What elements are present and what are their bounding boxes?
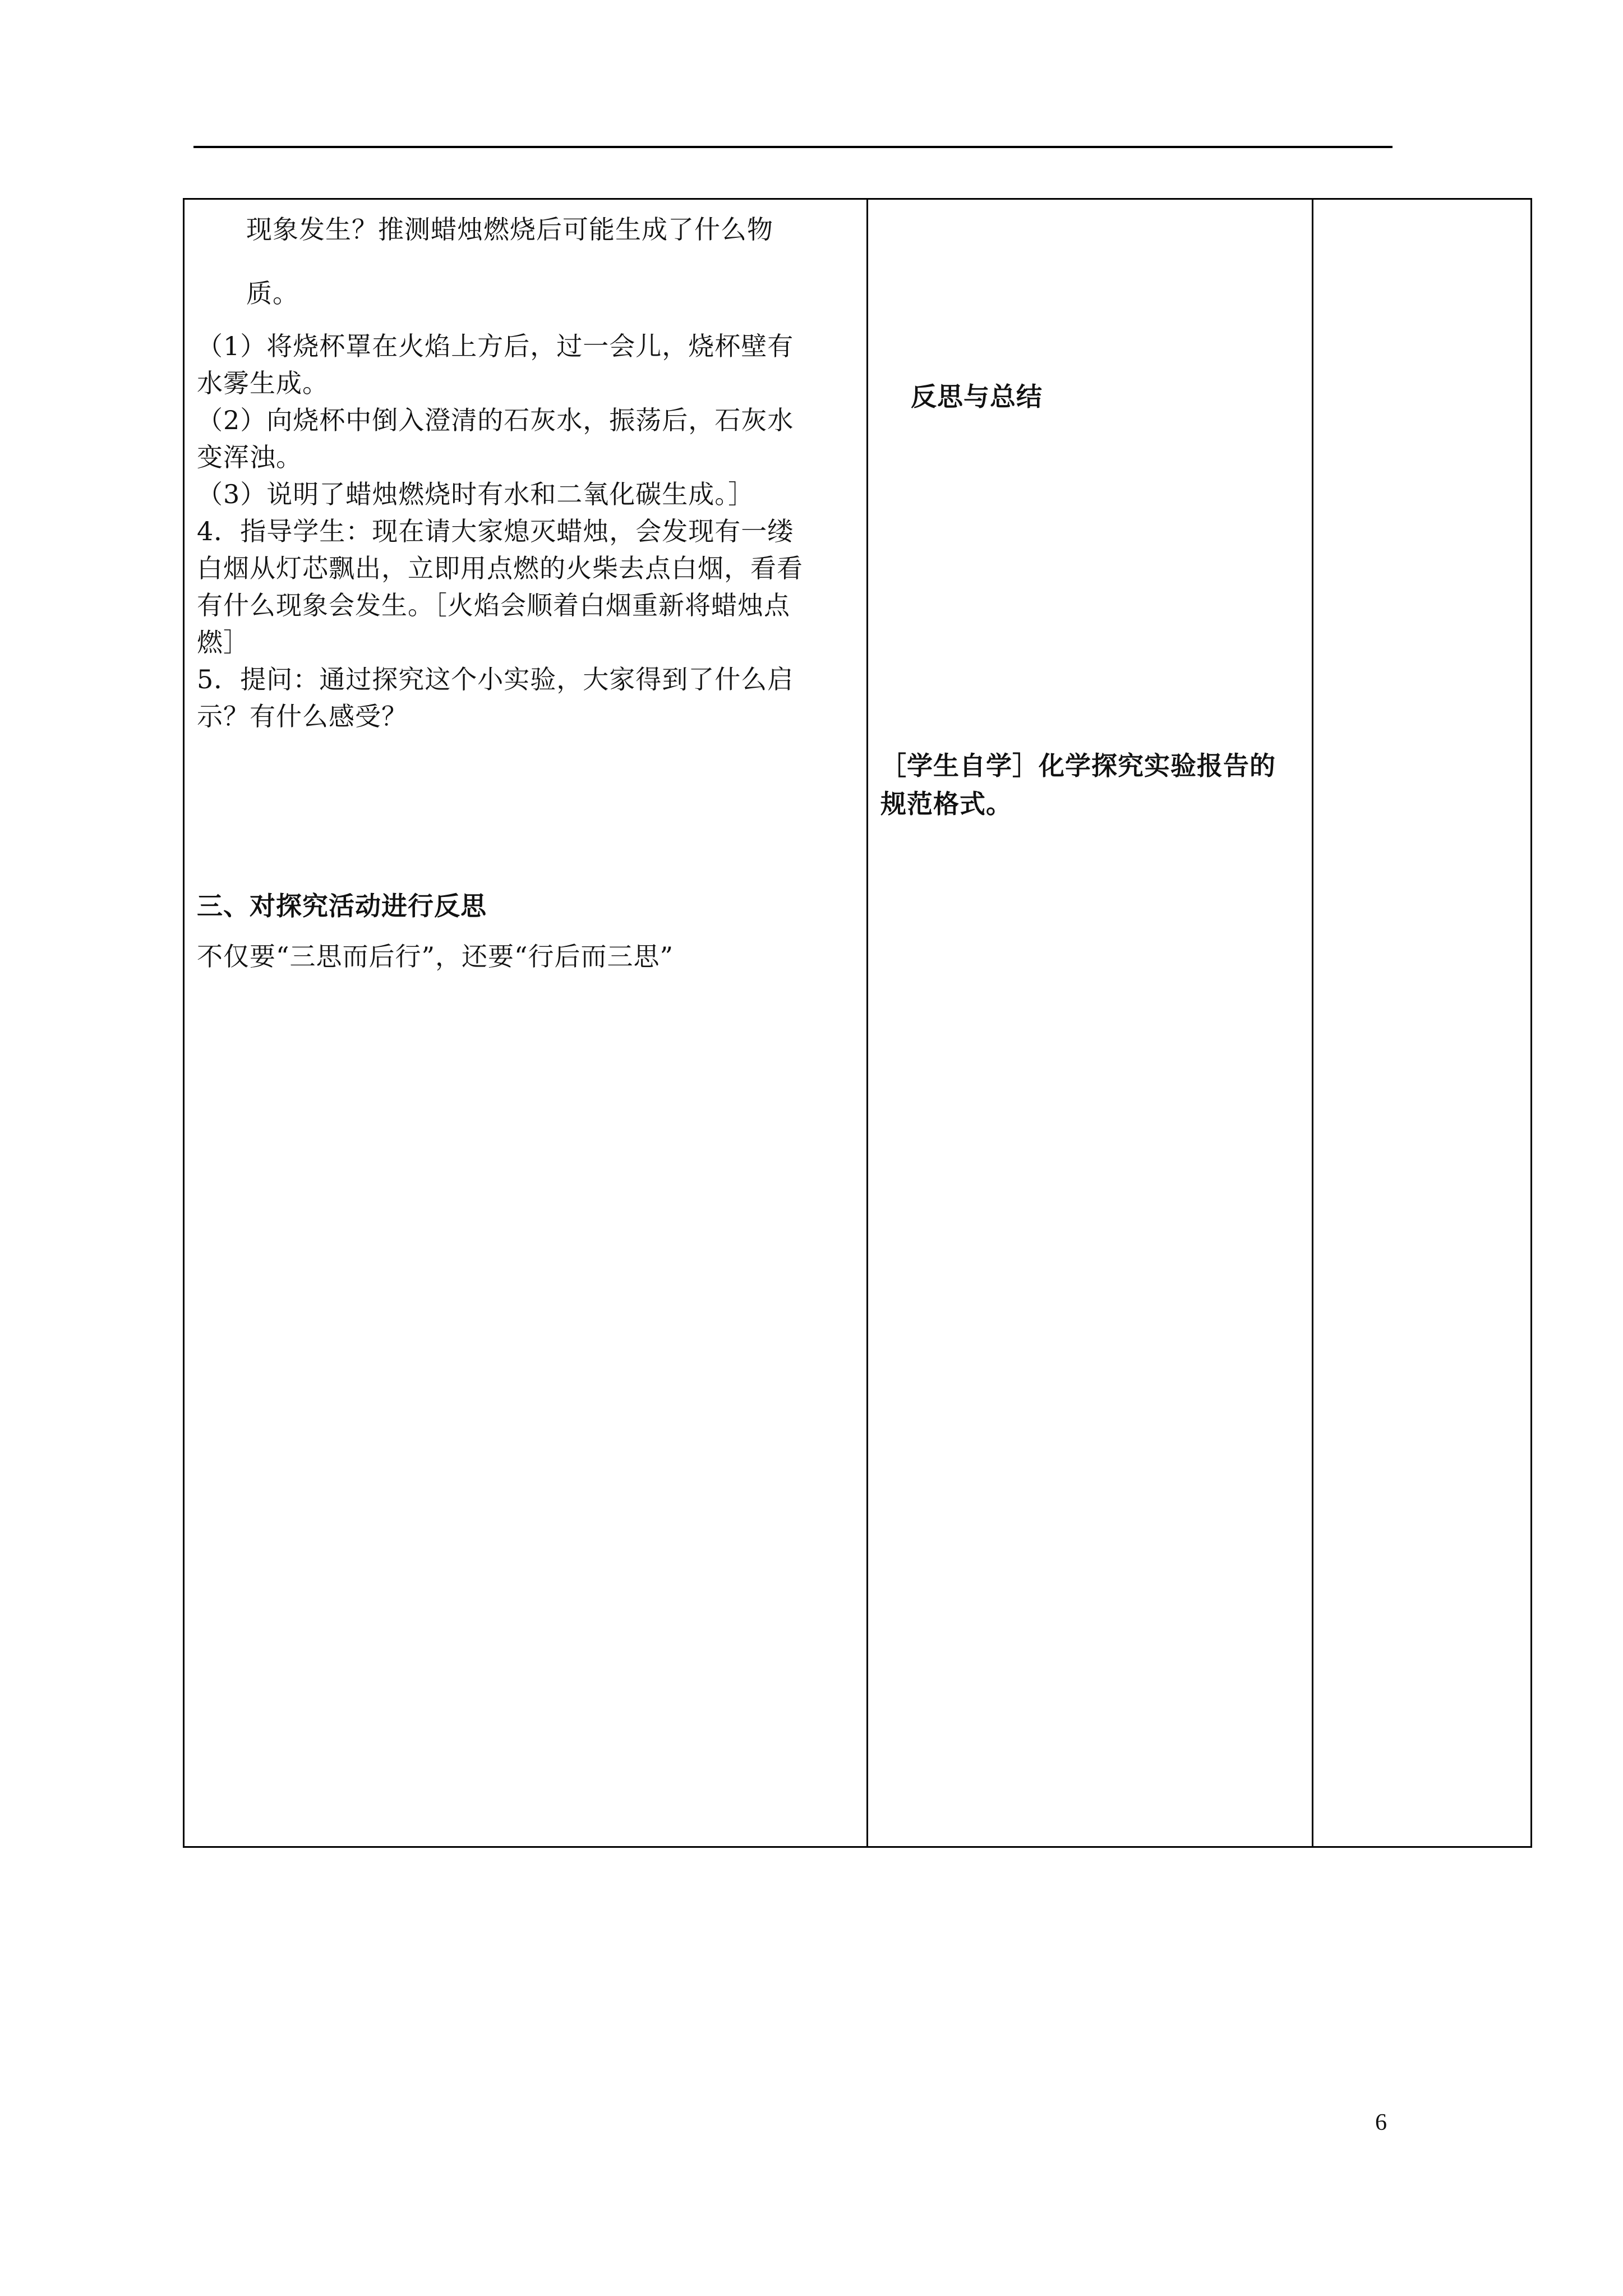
section-text: 不仅要“三思而后行”，还要“行后而三思” bbox=[197, 941, 674, 972]
text-line: 示？有什么感受？ bbox=[197, 701, 408, 731]
text-line: 质。 bbox=[246, 278, 299, 309]
text-line: 现象发生？推测蜡烛燃烧后可能生成了什么物 bbox=[246, 214, 773, 245]
header-rule bbox=[193, 146, 1393, 148]
design-intent-column bbox=[866, 200, 1313, 1846]
text-line: （2）向烧杯中倒入澄清的石灰水，振荡后，石灰水 bbox=[197, 405, 794, 435]
notes-column bbox=[1312, 200, 1530, 1846]
text-line: 4．指导学生：现在请大家熄灭蜡烛，会发现有一缕 bbox=[197, 516, 794, 546]
self-study-note: 规范格式。 bbox=[880, 789, 1012, 819]
text-line: （1）将烧杯罩在火焰上方后，过一会儿，烧杯壁有 bbox=[197, 331, 794, 361]
text-line: 水雾生成。 bbox=[197, 368, 329, 398]
page-number: 6 bbox=[1375, 2110, 1387, 2136]
summary-heading: 反思与总结 bbox=[911, 381, 1043, 412]
text-line: 白烟从灯芯飘出，立即用点燃的火柴去点白烟，看看 bbox=[197, 553, 803, 583]
self-study-note: ［学生自学］化学探究实验报告的 bbox=[880, 751, 1276, 781]
lesson-plan-table bbox=[183, 198, 1532, 1848]
text-line: 有什么现象会发生。［火焰会顺着白烟重新将蜡烛点 bbox=[197, 590, 790, 620]
text-line: 变浑浊。 bbox=[197, 442, 302, 472]
teaching-activity-column bbox=[185, 200, 866, 1846]
section-heading: 三、对探究活动进行反思 bbox=[197, 891, 487, 921]
text-line: 5．提问：通过探究这个小实验，大家得到了什么启 bbox=[197, 664, 794, 694]
text-line: （3）说明了蜡烛燃烧时有水和二氧化碳生成。］ bbox=[197, 479, 755, 509]
text-line: 燃］ bbox=[197, 627, 250, 657]
